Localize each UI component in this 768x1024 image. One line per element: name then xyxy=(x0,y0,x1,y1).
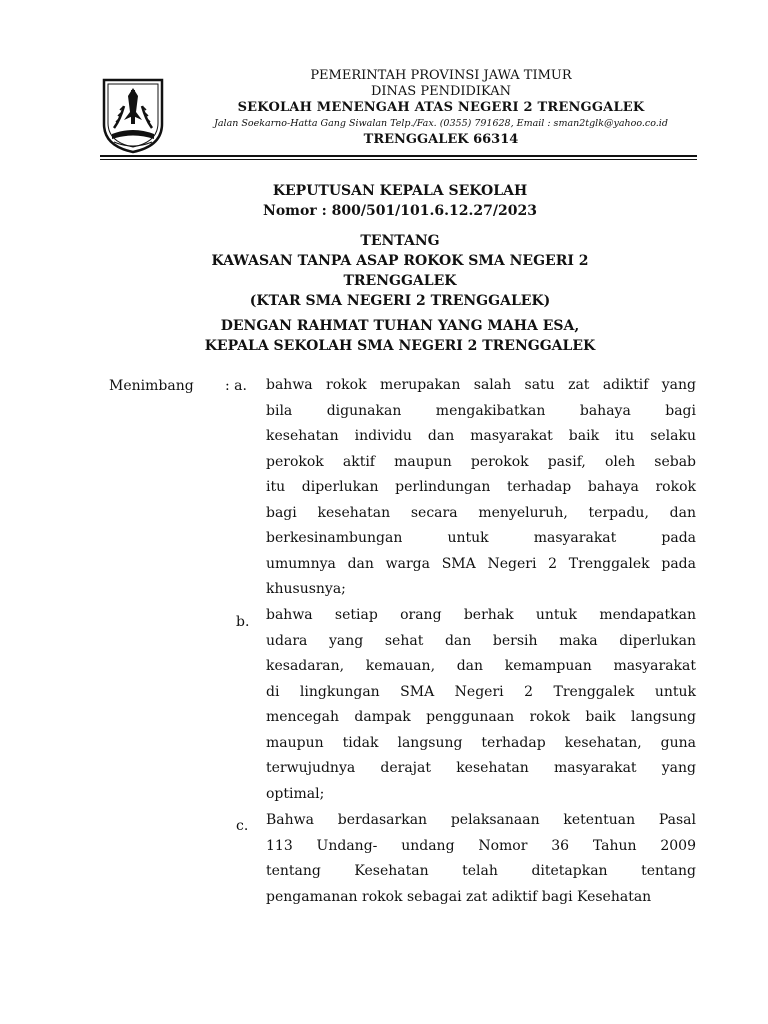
item-b-line: maupun tidak langsung terhadap kesehatan, guna xyxy=(266,734,696,751)
considering-item-c xyxy=(266,808,696,910)
considering-label: Menimbang xyxy=(109,378,194,394)
item-c-line: tentang Kesehatan telah ditetapkan tentang xyxy=(266,863,696,879)
item-b-line: optimal; xyxy=(266,785,325,802)
item-a-line: kesehatan individu dan masyarakat baik itu selaku xyxy=(266,428,696,444)
about-line-1: KAWASAN TANPA ASAP ROKOK SMA NEGERI 2 xyxy=(211,253,589,269)
item-b-line: mencegah dampak penggunaan rokok baik langsung xyxy=(266,709,696,725)
blessing-heading xyxy=(80,316,720,356)
item-a-line: bila digunakan mengakibatkan bahaya bagi xyxy=(266,402,696,419)
item-c-line: Bahwa berdasarkan pelaksanaan ketentuan Pasal xyxy=(266,812,696,828)
about-line-2: TRENGGALEK xyxy=(343,273,457,289)
considering-item-b xyxy=(266,603,696,807)
about-label: TENTANG xyxy=(360,233,440,249)
item-b-line: terwujudnya derajat kesehatan masyarakat yang xyxy=(266,760,696,776)
item-c-line: 113 Undang- undang Nomor 36 Tahun 2009 xyxy=(266,837,696,854)
item-a-line: khususnya; xyxy=(266,581,346,597)
item-a-line: bahwa rokok merupakan salah satu zat adiktif yang xyxy=(266,377,696,393)
item-a-line: umumnya dan warga SMA Negeri 2 Trenggalek pada xyxy=(266,555,696,572)
letterhead-address: Jalan Soekarno-Hatta Gang Siwalan Telp./Fax. (0355) 791628, Email : sman2tglk@yahoo.co.id xyxy=(214,118,668,129)
item-a-line: berkesinambungan untuk masyarakat pada xyxy=(266,530,696,546)
letterhead xyxy=(196,68,686,148)
item-a-line: bagi kesehatan secara menyeluruh, terpadu, dan xyxy=(266,504,696,521)
item-b-line: bahwa setiap orang berhak untuk mendapatkan xyxy=(266,607,696,623)
item-b-letter: b. xyxy=(236,614,250,630)
about-line-3: (KTAR SMA NEGERI 2 TRENGGALEK) xyxy=(249,293,551,309)
item-b-line: kesadaran, kemauan, dan kemampuan masyarakat xyxy=(266,658,696,674)
decree-title: KEPUTUSAN KEPALA SEKOLAH xyxy=(272,183,528,199)
blessing-line-1: DENGAN RAHMAT TUHAN YANG MAHA ESA, xyxy=(220,318,580,334)
letterhead-city: TRENGGALEK 66314 xyxy=(363,132,519,147)
considering-item-a xyxy=(266,373,696,603)
provincial-crest-logo xyxy=(100,76,166,154)
letterhead-divider-thick xyxy=(100,155,697,157)
decree-number: Nomor : 800/501/101.6.12.27/2023 xyxy=(263,203,537,219)
letterhead-government: PEMERINTAH PROVINSI JAWA TIMUR xyxy=(310,68,572,83)
considering-colon: : a. xyxy=(225,378,247,394)
about-heading xyxy=(80,231,720,311)
letterhead-divider-thin xyxy=(100,159,697,160)
item-c-line: pengamanan rokok sebagai zat adiktif bagi Kesehatan xyxy=(266,888,652,905)
letterhead-department: DINAS PENDIDIKAN xyxy=(370,84,512,99)
item-a-line: itu diperlukan perlindungan terhadap bahaya rokok xyxy=(266,479,696,495)
item-a-line: perokok aktif maupun perokok pasif, oleh sebab xyxy=(266,453,696,470)
item-b-line: di lingkungan SMA Negeri 2 Trenggalek untuk xyxy=(266,683,696,700)
item-b-line: udara yang sehat dan bersih maka diperlukan xyxy=(266,632,696,649)
letterhead-school-name: SEKOLAH MENENGAH ATAS NEGERI 2 TRENGGALEK xyxy=(237,100,645,115)
blessing-line-2: KEPALA SEKOLAH SMA NEGERI 2 TRENGGALEK xyxy=(204,338,596,354)
item-c-letter: c. xyxy=(236,818,249,834)
decree-heading xyxy=(80,181,720,221)
